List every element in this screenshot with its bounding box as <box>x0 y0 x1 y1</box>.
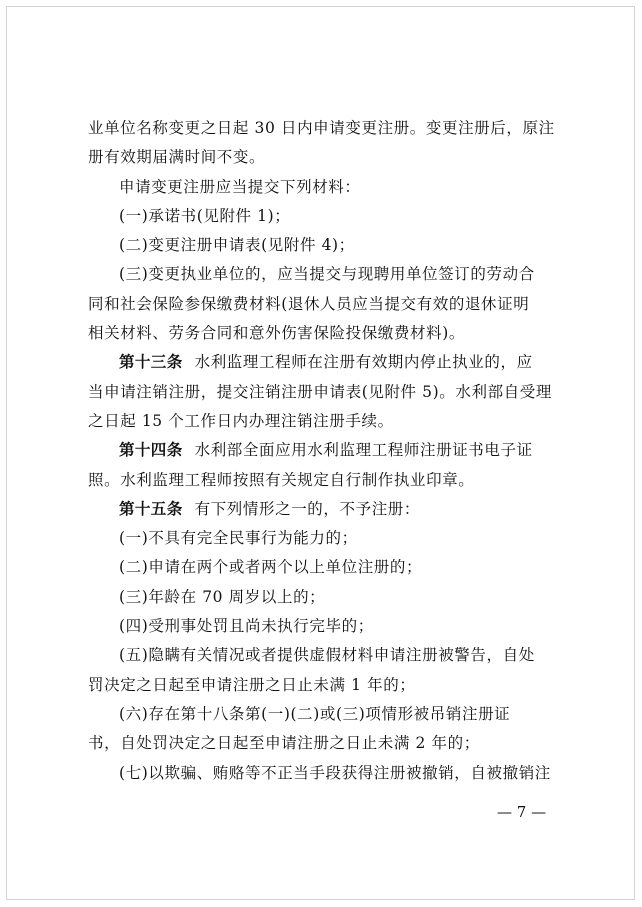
article-14-paragraph <box>88 436 558 465</box>
text-line: (三)变更执业单位的，应当提交与现聘用单位签订的劳动合 <box>119 265 535 284</box>
text-line: (四)受刑事处罚且尚未执行完毕的； <box>119 617 374 636</box>
text-line: (一)承诺书(见附件 1)； <box>119 206 291 225</box>
text-line: 之日起 15 个工作日内办理注销注册手续。 <box>88 411 394 430</box>
text-line: 相关材料、劳务合同和意外伤害保险投保缴费材料)。 <box>88 324 465 343</box>
article-14-title: 第十四条 <box>119 441 183 460</box>
text-line: 书，自处罚决定之日起至申请注册之日止未满 2 年的； <box>88 734 480 753</box>
document-body <box>88 114 558 788</box>
text-line: 申请变更注册应当提交下列材料： <box>119 177 361 196</box>
text-line: 水利部全面应用水利监理工程师注册证书电子证 <box>194 441 533 460</box>
text-line: 罚决定之日起至申请注册之日止未满 1 年的； <box>88 675 416 694</box>
text-line: 有下列情形之一的，不予注册： <box>194 499 421 518</box>
article-15-title: 第十五条 <box>119 499 183 518</box>
text-line: (二)申请在两个或者两个以上单位注册的； <box>119 558 423 577</box>
text-line: (二)变更注册申请表(见附件 4)； <box>119 236 355 255</box>
text-line: 水利监理工程师在注册有效期内停止执业的，应 <box>194 353 533 372</box>
text-line: 册有效期届满时间不变。 <box>88 148 266 167</box>
text-line: 同和社会保险参保缴费材料(退休人员应当提交有效的退休证明 <box>88 294 530 313</box>
text-line: (三)年龄在 70 周岁以上的； <box>119 587 326 606</box>
text-line: (六)存在第十八条第(一)(二)或(三)项情形被吊销注册证 <box>119 704 511 723</box>
text-line: 业单位名称变更之日起 30 日内申请变更注册。变更注册后，原注 <box>88 119 555 137</box>
article-13-title: 第十三条 <box>119 353 183 372</box>
article-13-paragraph <box>88 348 558 377</box>
text-line: (一)不具有完全民事行为能力的； <box>119 529 358 548</box>
page-number: — 7 — <box>497 803 547 821</box>
article-15-paragraph <box>88 495 558 524</box>
text-line: 照。水利监理工程师按照有关规定自行制作执业印章。 <box>88 470 475 489</box>
text-line: 当申请注销注册，提交注销注册申请表(见附件 5)。水利部自受理 <box>88 382 552 401</box>
text-line: (七)以欺骗、贿赂等不正当手段获得注册被撤销，自被撤销注 <box>119 763 551 782</box>
text-line: (五)隐瞒有关情况或者提供虚假材料申请注册被警告，自处 <box>119 646 535 665</box>
